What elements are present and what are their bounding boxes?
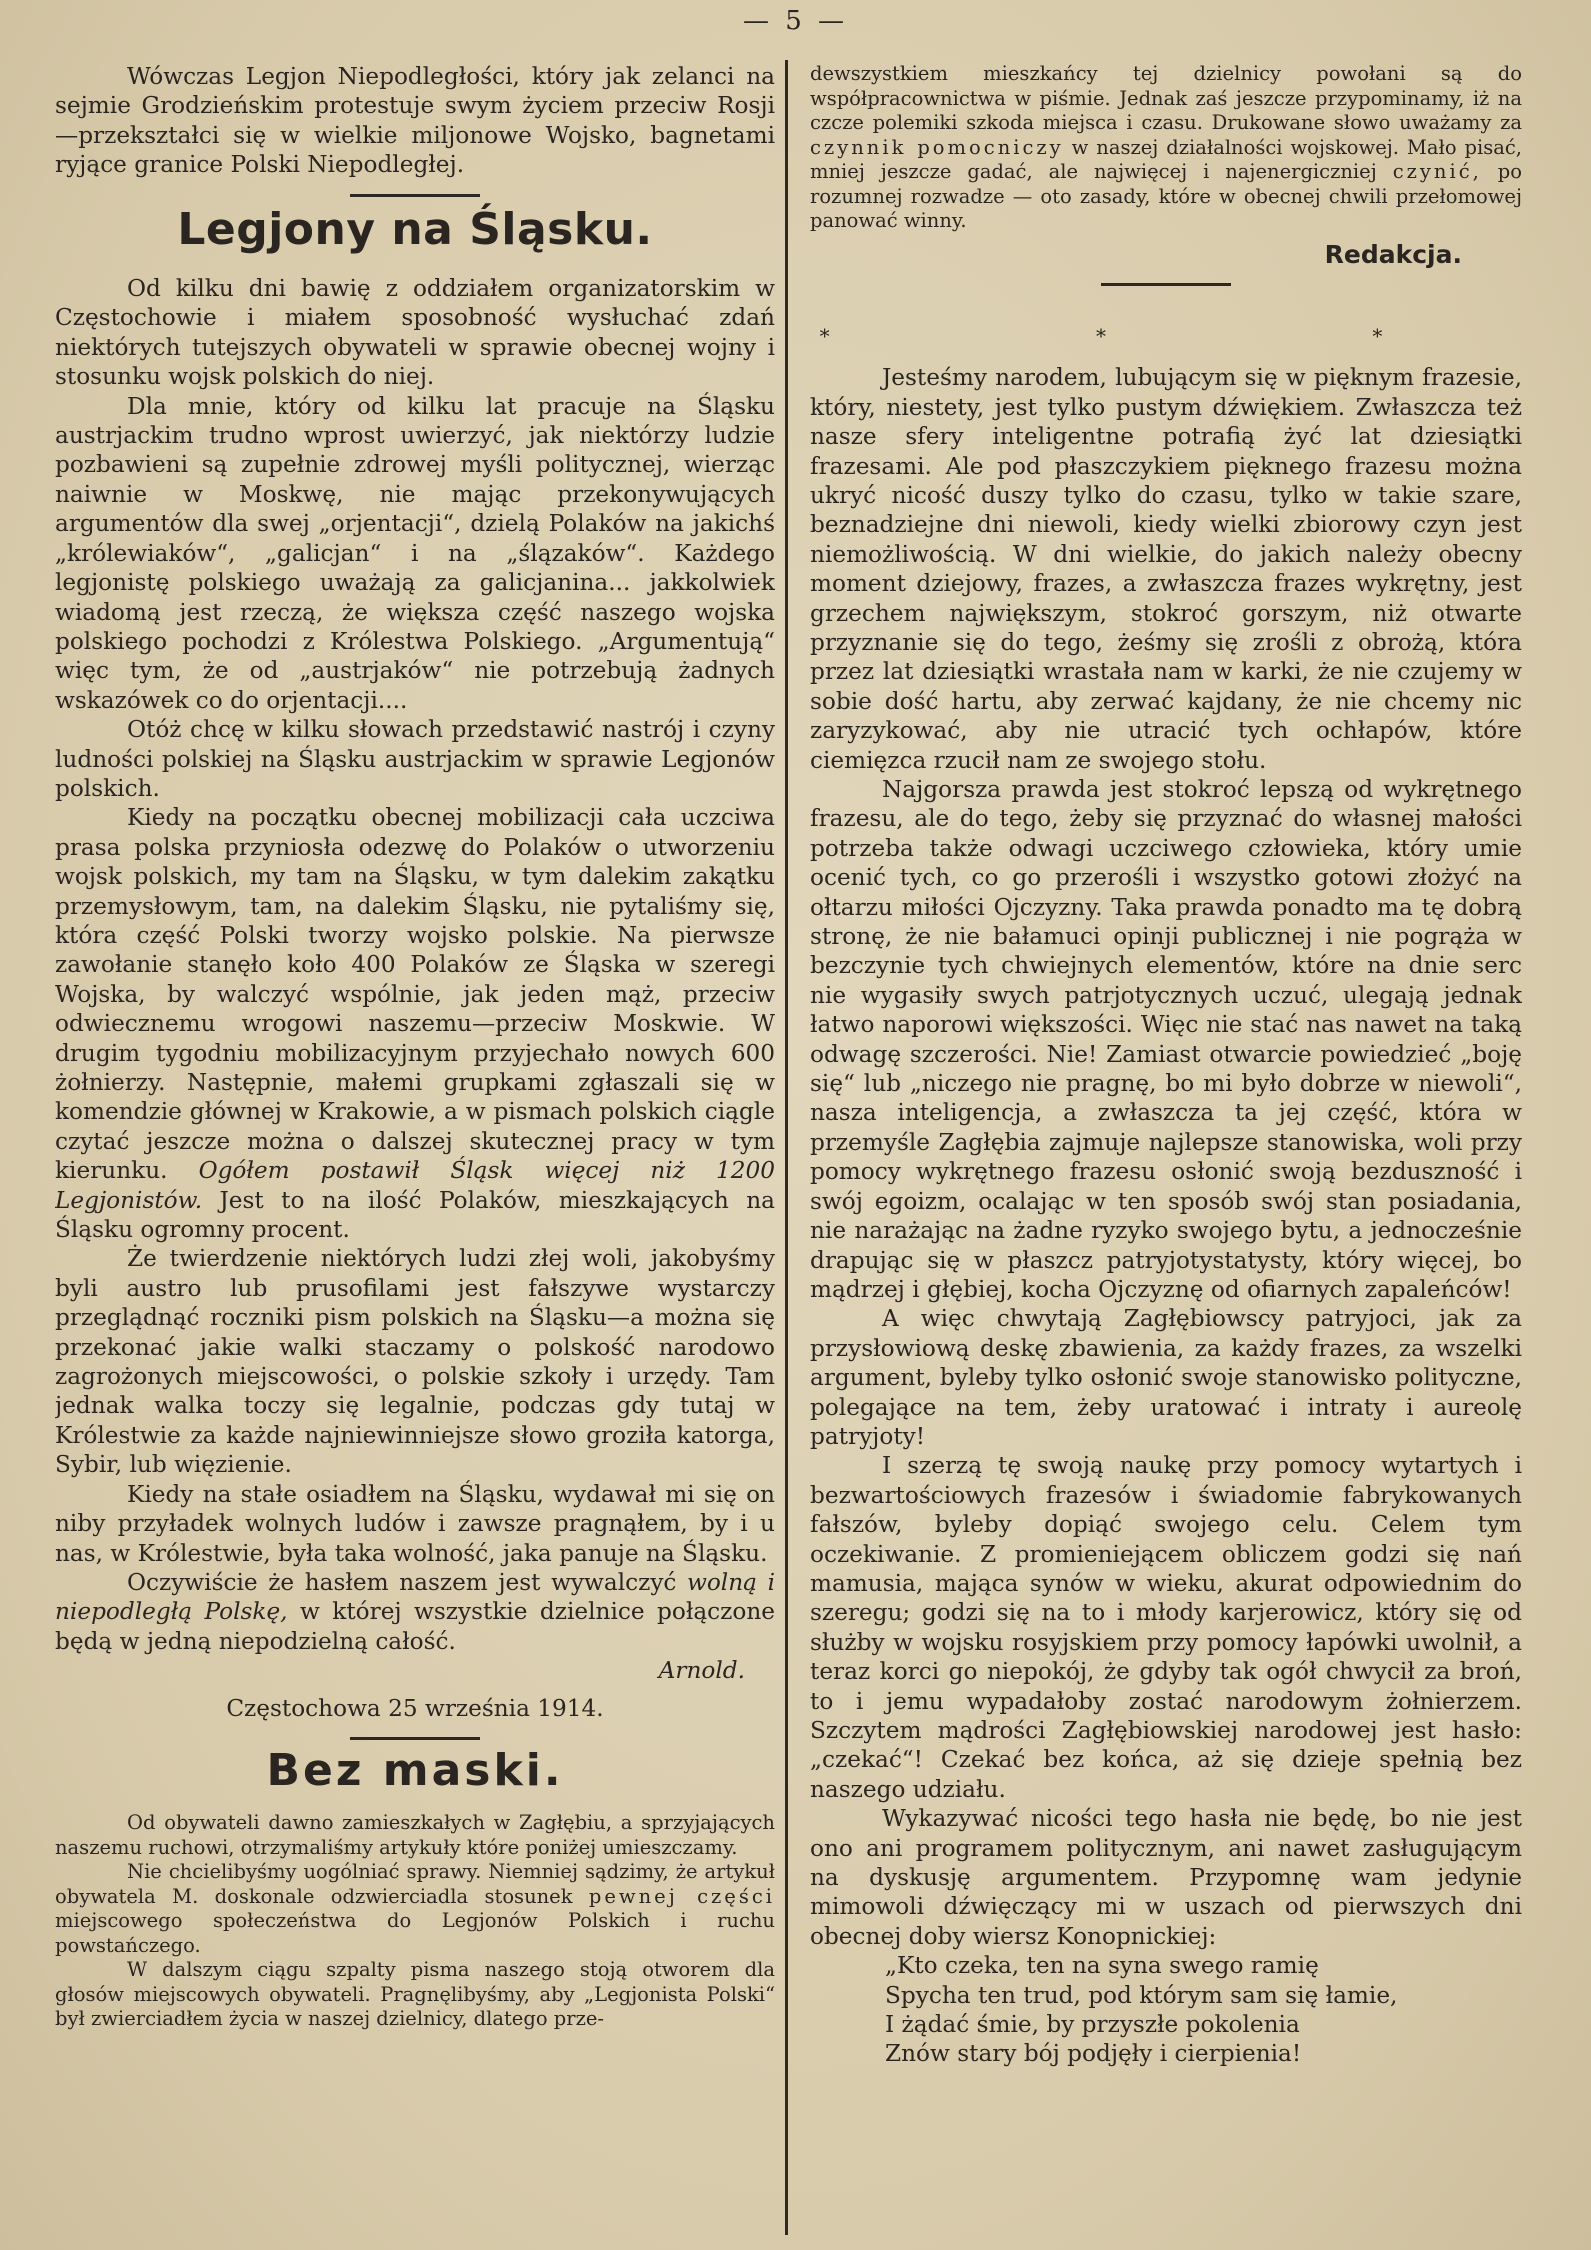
spaced-text: czynić, bbox=[1392, 160, 1482, 183]
poem-line: Spycha ten trud, pod którym sam się łamie, bbox=[885, 1981, 1398, 2009]
paragraph: Jesteśmy narodem, lubującym się w pięknym frazesie, który, niestety, jest tylko pustym dźwiękiem. Zwłaszcza też nasze sfery inteligentne potrafią żyć lat dziesiątki frazesami. Ale pod płaszczykiem pięknego frazesu można ukryć nicość duszy tylko do czasu, tylko w takie szare, beznadziejne dni niewoli, kiedy wielki zbiorowy czyn jest niemożliwością. W dni wielkie, do jakich należy obecny moment dziejowy, frazes, a zwłaszcza frazes wykrętny, jest grzechem największym, stokroć gorszym, niż otwarte przyznanie się do tego, żeśmy się zrośli z obrożą, która przez lat dziesiątki wrastała nam w karki, że nie czujemy w sobie dość hartu, aby zerwać kajdany, że nie chcemy nic zaryzykować, aby nie utracić tych ochłapów, które ciemięzca rzucił nam ze swojego stołu. bbox=[810, 364, 1522, 774]
separator-rule bbox=[350, 194, 480, 197]
paragraph: A więc chwytają Zagłębiowscy patryjoci, jak za przysłowiową deskę zbawienia, za każdy frazes, za wszelki argument, byleby tylko osłonić swoje stanowisko polityczne, polegające na tem, żeby uratować i intraty i aureolę patryjoty! bbox=[810, 1305, 1522, 1450]
separator-rule bbox=[350, 1737, 480, 1740]
editorial-note-continued bbox=[810, 62, 1522, 234]
signature: Arnold. bbox=[658, 1657, 745, 1685]
emphasis: wolną i niepodległą Polskę, bbox=[55, 1568, 775, 1626]
emphasis: Ogółem postawił Śląsk więcej niż 1200 Legjonistów. bbox=[55, 1157, 775, 1214]
separator-rule bbox=[1101, 283, 1231, 286]
page-number: — 5 — bbox=[742, 6, 849, 36]
paragraph: Kiedy na początku obecnej mobilizacji cała uczciwa prasa polska przyniosła odezwę do Polaków o utworzeniu wojsk polskich, my tam na Śląsku, w tym dalekim zakątku przemysłowym, tam, na dalekim Śląsku, nie pytaliśmy się, która część Polski tworzy wojsko polskie. Na pierwsze zawołanie stanęło koło 400 Polaków ze Śląska w szeregi Wojska, by walczyć wspólnie, jak jeden mąż, przeciw odwiecznemu wrogowi naszemu—przeciw Moskwie. W drugim tygodniu mobilizacyjnym przyjechało nowych 600 żołnierzy. Następnie, małemi grupkami zgłaszali się w komendzie głównej w Krakowie, a w pismach polskich ciągle czytać jeszcze można o dalszej skutecznej pracy w tym kierunku. Ogółem postawił Śląsk więcej niż 1200 Legjonistów. Jest to na ilość Polaków, mieszkających na Śląsku ogromny procent. bbox=[55, 804, 775, 1244]
paragraph: dewszystkiem mieszkańcy tej dzielnicy powołani są do współpracownictwa w piśmie. Jednak zaś jeszcze przypominamy, iż na czcze polemiki szkoda miejsca i czasu. Drukowane słowo uważamy za czynnik pomocniczy w naszej działalności wojskowej. Mało pisać, mniej jeszcze gadać, ale najwięcej i najenergiczniej czynić, po rozumnej rozwadze — oto zasady, które w obecnej chwili przełomowej panować winny. bbox=[810, 62, 1522, 232]
dateline: Częstochowa 25 września 1914. bbox=[226, 1694, 604, 1722]
paragraph: Najgorsza prawda jest stokroć lepszą od wykrętnego frazesu, ale do tego, żeby się przyznać do własnej małości potrzeba także odwagi uczciwego człowieka, który umie ocenić tych, co go przerośli i wszystko gotowi złożyć na ołtarzu miłości Ojczyzny. Taka prawda ponadto ma tę dobrą stronę, że nie bałamuci opinji publicznej i nie pogrąża w bezczynie tych chwiejnych elementów, które na dnie serc nie wygasiły swych patrjotycznych uczuć, ulegają jednak łatwo naporowi większości. Więc nie stać nas nawet na taką odwagę szczerości. Nie! Zamiast otwarcie powiedzieć „boję się“ lub „niczego nie pragnę, bo mi było dobrze w niewoli“, nasza inteligencja, a zwłaszcza ta jej część, która w przemyśle Zagłębia zajmuje najlepsze stanowiska, woli przy pomocy wykrętnego frazesu osłonić swoją bezduszność i swój egoizm, ocalając w ten sposób swój stan posiadania, nie narażając na żadne ryzyko swojego bytu, a jednocześnie drapując się w płaszcz patryjotystatysty, który więcej, bo mądrzej i głębiej, kocha Ojczyznę od ofiarnych zapaleńców! bbox=[810, 776, 1522, 1303]
paragraph: Dla mnie, który od kilku lat pracuje na Śląsku austrjackim trudno wprost uwierzyć, jak niektórzy ludzie pozbawieni są zupełnie zdrowej myśli politycznej, wierząc naiwnie w Moskwę, nie mając przekonywujących argumentów dla swej „orjentacji“, dzielą Polaków na jakichś „królewiaków“, „galicjan“ i na „ślązaków“. Każdego legjonistę polskiego uważają za galicjanina... jakkolwiek wiadomą jest rzeczą, że większa część naszego wojska polskiego pochodzi z Królestwa Polskiego. „Argumentują“ więc tym, że od „austrjaków“ nie potrzebują żadnych wskazówek co do orjentacji.... bbox=[55, 392, 775, 714]
spaced-text: czynnik pomocniczy bbox=[810, 135, 1064, 159]
editorial-note bbox=[55, 1811, 775, 2032]
paragraph: Kiedy na stałe osiadłem na Śląsku, wydawał mi się on niby przyładek wolnych ludów i zawsze pragnąłem, by i u nas, w Królestwie, była taka wolność, jaka panuje na Śląsku. bbox=[55, 1480, 775, 1567]
paragraph: Nie chcielibyśmy uogólniać sprawy. Niemniej sądzimy, że artykuł obywatela M. doskonale odzwierciadla stosunek pewnej części miejscowego społeczeństwa do Legjonów Polskich i ruchu powstańczego. bbox=[55, 1860, 775, 1957]
column-rule bbox=[785, 60, 788, 2235]
article-title-bez-maski: Bez maski. bbox=[266, 1744, 564, 1796]
poem-line: I żądać śmie, by przyszłe pokolenia bbox=[885, 2011, 1300, 2039]
paragraph: Wykazywać nicości tego hasła nie będę, bo nie jest ono ani programem politycznym, ani nawet zasługującym na dyskusję argumentem. Przypomnę wam jedynie mimowoli dźwięczący mi w uszach od pierwszych dni obecnej doby wiersz Konopnickiej: bbox=[810, 1805, 1522, 1950]
article-title-legjony: Legjony na Śląsku. bbox=[177, 203, 653, 255]
spaced-text: pewnej części bbox=[588, 1884, 775, 1908]
right-column bbox=[810, 62, 1522, 2250]
paragraph: I szerzą tę swoją naukę przy pomocy wytartych i bezwartościowych frazesów i świadomie fabrykowanych fałszów, byleby dopiąć swojego celu. Celem tym oczekiwanie. Z promieniejącem obliczem godzi się nań mamusia, mająca synów w wieku, akurat odpowiednim do szeregu; godzi się na to i młody karjerowicz, który się od służby w wojsku rosyjskiem przy pomocy łapówki uwolnił, a teraz korci go niepokój, że gdyby tak ogół chwycił za broń, to i jemu wypadałoby zostać narodowym żołnierzem. Szczytem mądrości Zagłębiowskiej narodowej jest hasło: „czekać“! Czekać bez końca, aż się dzieje spełnią bez naszego udziału. bbox=[810, 1452, 1522, 1803]
left-column bbox=[55, 62, 775, 2250]
poem-quote bbox=[810, 1951, 1522, 2069]
intro-paragraph: Wówczas Legjon Niepodległości, który jak zelanci na sejmie Grodzieńskim protestuje swym życiem przeciw Rosji—przekształci się w wielkie miljonowe Wojsko, bagnetami ryjące granice Polski Niepodległej. bbox=[55, 63, 775, 179]
paragraph: Od obywateli dawno zamieszkałych w Zagłębiu, a sprzyjających naszemu ruchowi, otrzymaliśmy artykuły które poniżej umieszczamy. bbox=[55, 1811, 775, 1859]
paragraph: Otóż chcę w kilku słowach przedstawić nastrój i czyny ludności polskiej na Śląsku austrjackim w sprawie Legjonów polskich. bbox=[55, 716, 775, 802]
section-stars: * * * bbox=[819, 323, 1513, 348]
signature-redakcja: Redakcja. bbox=[1324, 239, 1462, 269]
poem-line: Znów stary bój podjęły i cierpienia! bbox=[885, 2040, 1302, 2068]
paragraph: W dalszym ciągu szpalty pisma naszego stoją otworem dla głosów miejscowych obywateli. Pragnęlibyśmy, aby „Legjonista Polski“ był zwierciadłem życia w naszej dzielnicy, dlatego prze- bbox=[55, 1958, 775, 2031]
paragraph: Że twierdzenie niektórych ludzi złej woli, jakobyśmy byli austro lub prusofilami jest fałszywe wystarczy przeglądnąć roczniki pism polskich na Śląsku—a można się przekonać jakie walki staczamy o polskość narodowo zagrożonych miejscowości, o polskie szkoły i urzędy. Tam jednak walka toczy się legalnie, podczas gdy tutaj w Królestwie za każde najniewinniejsze słowo groziła katorga, Sybir, lub więzienie. bbox=[55, 1245, 775, 1479]
paragraph: Od kilku dni bawię z oddziałem organizatorskim w Częstochowie i miałem sposobność wysłuchać zdań niektórych tutejszych obywateli w sprawie obecnej wojny i stosunku wojsk polskich do niej. bbox=[55, 275, 775, 391]
poem-line: „Kto czeka, ten na syna swego ramię bbox=[885, 1952, 1319, 1980]
paragraph: Oczywiście że hasłem naszem jest wywalczyć wolną i niepodległą Polskę, w której wszystkie dzielnice połączone będą w jedną niepodzielną całość. bbox=[55, 1568, 775, 1655]
